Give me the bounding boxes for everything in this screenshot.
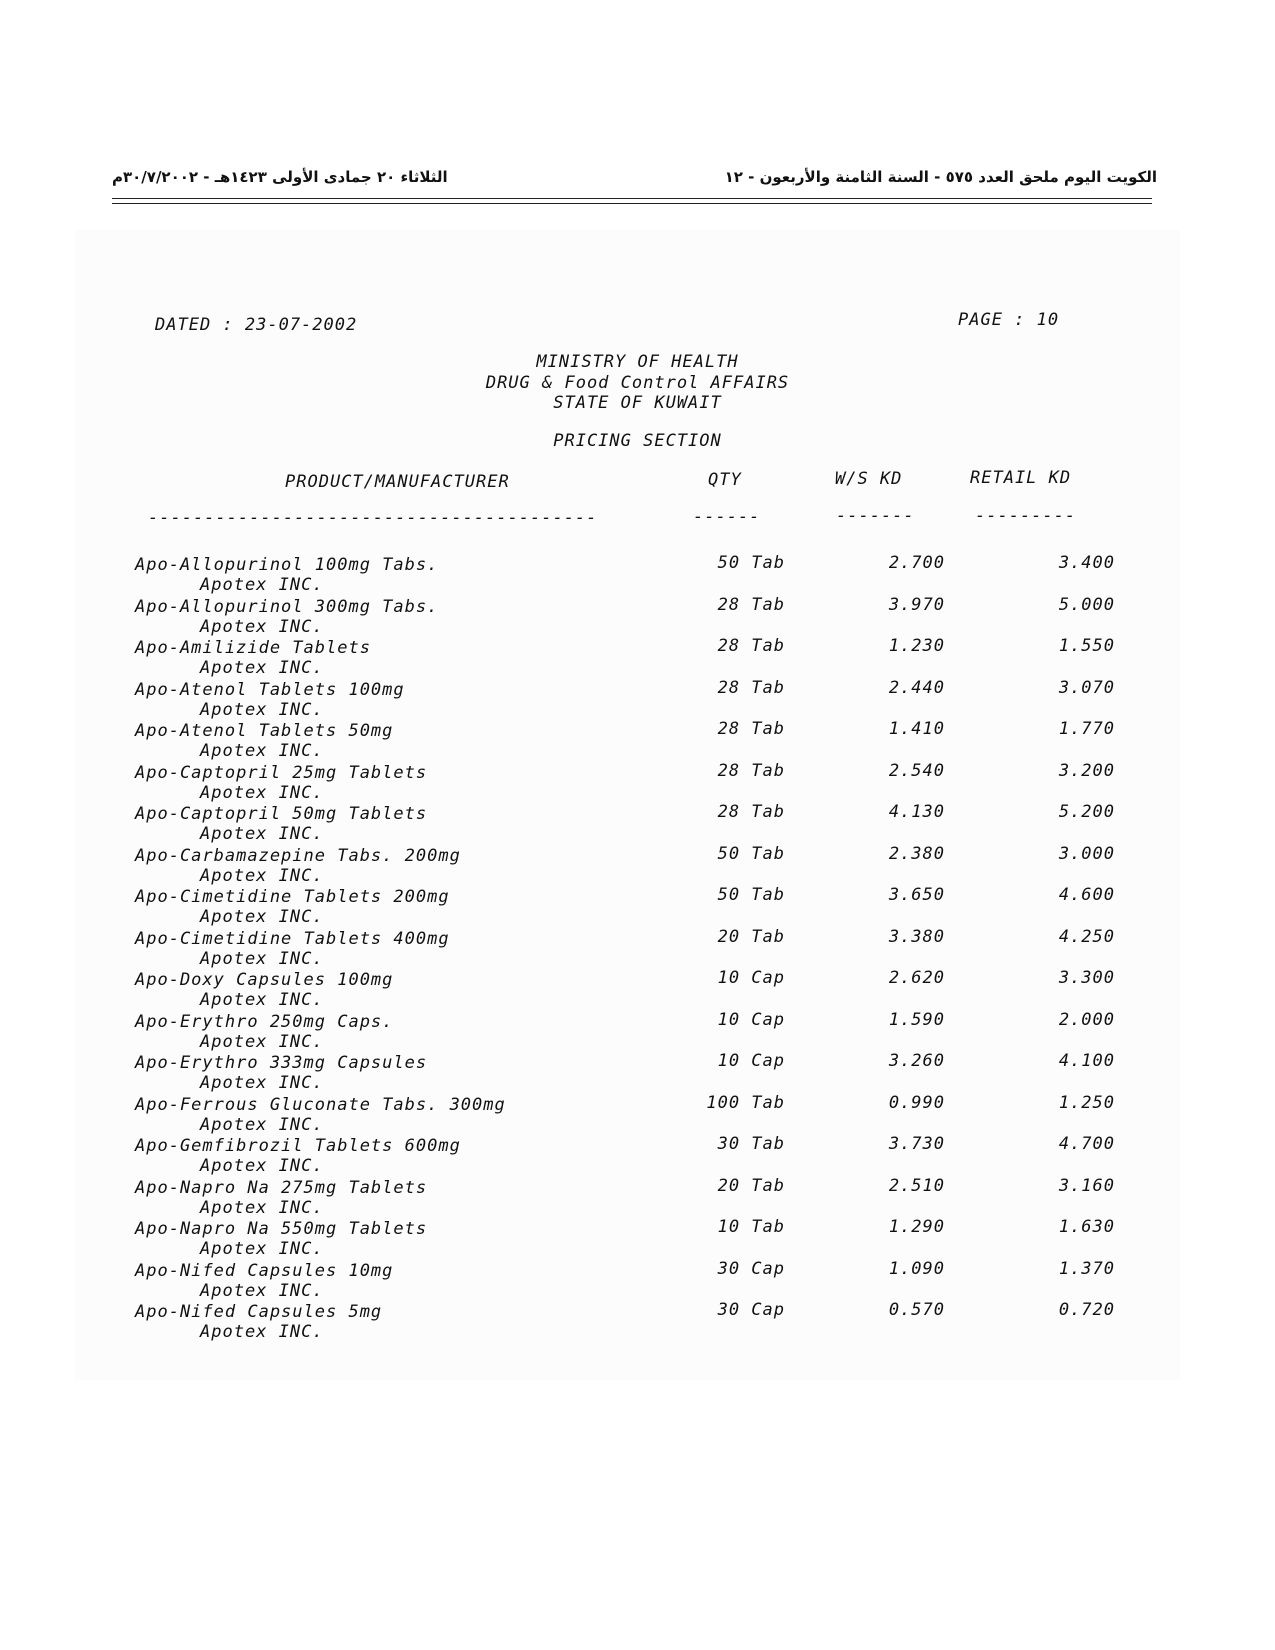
- retail-price: 4.700: [1058, 1134, 1115, 1154]
- ws-price: 4.130: [888, 802, 945, 822]
- product-name: Apo-Nifed Capsules 10mg: [135, 1260, 394, 1281]
- manufacturer-name: Apotex INC.: [200, 948, 324, 969]
- ws-price: 3.650: [888, 885, 945, 905]
- manufacturer-name: Apotex INC.: [200, 990, 324, 1010]
- product-name: Apo-Ferrous Gluconate Tabs. 300mg: [135, 1094, 506, 1115]
- table-row: [0, 843, 1275, 888]
- ws-price: 2.440: [888, 677, 945, 698]
- col-header-retail: RETAIL KD: [970, 468, 1072, 488]
- manufacturer-name: Apotex INC.: [200, 1156, 324, 1176]
- retail-price: 3.000: [1058, 843, 1115, 864]
- table-row: [0, 594, 1275, 639]
- separator-qty: ------: [693, 507, 761, 527]
- table-row: [0, 970, 1275, 1012]
- gazette-date-header: الثلاثاء ٢٠ جمادى الأولى ١٤٢٣هـ - ٣٠/٧/٢٠٠٢م: [112, 168, 448, 186]
- ws-price: 1.590: [888, 1009, 945, 1030]
- qty-value: 30 Tab: [717, 1134, 785, 1154]
- table-row: [0, 1258, 1275, 1303]
- retail-price: 1.250: [1058, 1092, 1115, 1113]
- table-row: [0, 1175, 1275, 1220]
- ws-price: 0.570: [888, 1300, 945, 1320]
- table-row: [0, 677, 1275, 722]
- retail-price: 1.770: [1058, 719, 1115, 739]
- product-name: Apo-Atenol Tablets 50mg: [135, 721, 394, 741]
- col-header-qty: QTY: [708, 470, 742, 490]
- manufacturer-name: Apotex INC.: [200, 907, 324, 927]
- retail-price: 1.630: [1058, 1217, 1115, 1237]
- table-row: [0, 1009, 1275, 1054]
- manufacturer-name: Apotex INC.: [200, 782, 324, 803]
- ws-price: 2.620: [888, 968, 945, 988]
- manufacturer-name: Apotex INC.: [200, 699, 324, 720]
- separator-product: ----------------------------------------: [148, 508, 598, 528]
- retail-price: 5.200: [1058, 802, 1115, 822]
- manufacturer-name: Apotex INC.: [200, 658, 324, 678]
- table-row: [0, 1092, 1275, 1137]
- retail-price: 4.600: [1058, 885, 1115, 905]
- table-row: [0, 887, 1275, 929]
- qty-value: 20 Tab: [717, 1175, 785, 1196]
- col-header-ws: W/S KD: [835, 469, 903, 489]
- product-name: Apo-Allopurinol 100mg Tabs.: [135, 555, 439, 575]
- ws-price: 3.730: [888, 1134, 945, 1154]
- product-name: Apo-Allopurinol 300mg Tabs.: [135, 596, 439, 617]
- product-name: Apo-Nifed Capsules 5mg: [135, 1302, 383, 1322]
- qty-value: 10 Cap: [717, 968, 785, 988]
- qty-value: 28 Tab: [717, 802, 785, 822]
- price-table-body: [0, 555, 1275, 1344]
- qty-value: 28 Tab: [717, 719, 785, 739]
- retail-price: 0.720: [1058, 1300, 1115, 1320]
- qty-value: 50 Tab: [717, 843, 785, 864]
- product-name: Apo-Captopril 25mg Tablets: [135, 762, 428, 783]
- qty-value: 50 Tab: [717, 553, 785, 573]
- ws-price: 3.970: [888, 594, 945, 615]
- product-name: Apo-Cimetidine Tablets 400mg: [135, 928, 450, 949]
- ws-price: 0.990: [888, 1092, 945, 1113]
- qty-value: 10 Tab: [717, 1217, 785, 1237]
- table-row: [0, 721, 1275, 763]
- separator-retail: ---------: [975, 506, 1077, 526]
- table-row: [0, 638, 1275, 680]
- qty-value: 50 Tab: [717, 885, 785, 905]
- manufacturer-name: Apotex INC.: [200, 616, 324, 637]
- table-row: [0, 555, 1275, 597]
- table-row: [0, 926, 1275, 971]
- retail-price: 5.000: [1058, 594, 1115, 615]
- qty-value: 30 Cap: [717, 1258, 785, 1279]
- ministry-title: MINISTRY OF HEALTH: [536, 352, 739, 372]
- state-title: STATE OF KUWAIT: [553, 393, 722, 413]
- table-row: [0, 760, 1275, 805]
- manufacturer-name: Apotex INC.: [200, 1114, 324, 1135]
- retail-price: 1.550: [1058, 636, 1115, 656]
- ws-price: 2.700: [888, 553, 945, 573]
- page-number: PAGE : 10: [958, 310, 1060, 330]
- qty-value: 28 Tab: [717, 677, 785, 698]
- table-row: [0, 804, 1275, 846]
- retail-price: 4.250: [1058, 926, 1115, 947]
- product-name: Apo-Atenol Tablets 100mg: [135, 679, 405, 700]
- ws-price: 1.410: [888, 719, 945, 739]
- ws-price: 3.260: [888, 1051, 945, 1071]
- qty-value: 28 Tab: [717, 760, 785, 781]
- product-name: Apo-Carbamazepine Tabs. 200mg: [135, 845, 461, 866]
- manufacturer-name: Apotex INC.: [200, 741, 324, 761]
- product-name: Apo-Erythro 333mg Capsules: [135, 1053, 428, 1073]
- product-name: Apo-Gemfibrozil Tablets 600mg: [135, 1136, 461, 1156]
- manufacturer-name: Apotex INC.: [200, 865, 324, 886]
- header-rule-bottom: [112, 203, 1152, 204]
- retail-price: 3.070: [1058, 677, 1115, 698]
- retail-price: 3.400: [1058, 553, 1115, 573]
- table-row: [0, 1136, 1275, 1178]
- qty-value: 28 Tab: [717, 636, 785, 656]
- retail-price: 3.300: [1058, 968, 1115, 988]
- manufacturer-name: Apotex INC.: [200, 824, 324, 844]
- dated-label: DATED : 23-07-2002: [155, 315, 358, 335]
- department-title: DRUG & Food Control AFFAIRS: [485, 373, 790, 393]
- gazette-issue-header: الكويت اليوم ملحق العدد ٥٧٥ - السنة الثامنة والأربعون - ١٢: [724, 168, 1157, 186]
- retail-price: 2.000: [1058, 1009, 1115, 1030]
- qty-value: 30 Cap: [717, 1300, 785, 1320]
- retail-price: 4.100: [1058, 1051, 1115, 1071]
- manufacturer-name: Apotex INC.: [200, 1280, 324, 1301]
- manufacturer-name: Apotex INC.: [200, 1073, 324, 1093]
- manufacturer-name: Apotex INC.: [200, 1031, 324, 1052]
- retail-price: 1.370: [1058, 1258, 1115, 1279]
- ws-price: 1.230: [888, 636, 945, 656]
- manufacturer-name: Apotex INC.: [200, 1239, 324, 1259]
- qty-value: 100 Tab: [706, 1092, 785, 1113]
- manufacturer-name: Apotex INC.: [200, 1197, 324, 1218]
- ws-price: 2.510: [888, 1175, 945, 1196]
- ws-price: 3.380: [888, 926, 945, 947]
- product-name: Apo-Napro Na 275mg Tablets: [135, 1177, 428, 1198]
- qty-value: 20 Tab: [717, 926, 785, 947]
- product-name: Apo-Cimetidine Tablets 200mg: [135, 887, 450, 907]
- qty-value: 28 Tab: [717, 594, 785, 615]
- ws-price: 1.090: [888, 1258, 945, 1279]
- qty-value: 10 Cap: [717, 1009, 785, 1030]
- separator-ws: -------: [836, 506, 915, 526]
- ws-price: 1.290: [888, 1217, 945, 1237]
- retail-price: 3.160: [1058, 1175, 1115, 1196]
- manufacturer-name: Apotex INC.: [200, 1322, 324, 1342]
- table-row: [0, 1053, 1275, 1095]
- section-title: PRICING SECTION: [553, 431, 722, 451]
- manufacturer-name: Apotex INC.: [200, 575, 324, 595]
- retail-price: 3.200: [1058, 760, 1115, 781]
- product-name: Apo-Amilizide Tablets: [135, 638, 371, 658]
- product-name: Apo-Erythro 250mg Caps.: [135, 1011, 394, 1032]
- product-name: Apo-Napro Na 550mg Tablets: [135, 1219, 428, 1239]
- table-row: [0, 1219, 1275, 1261]
- product-name: Apo-Captopril 50mg Tablets: [135, 804, 428, 824]
- table-row: [0, 1302, 1275, 1344]
- qty-value: 10 Cap: [717, 1051, 785, 1071]
- header-rule-top: [112, 198, 1152, 199]
- ws-price: 2.540: [888, 760, 945, 781]
- product-name: Apo-Doxy Capsules 100mg: [135, 970, 394, 990]
- col-header-product: PRODUCT/MANUFACTURER: [285, 472, 510, 492]
- ws-price: 2.380: [888, 843, 945, 864]
